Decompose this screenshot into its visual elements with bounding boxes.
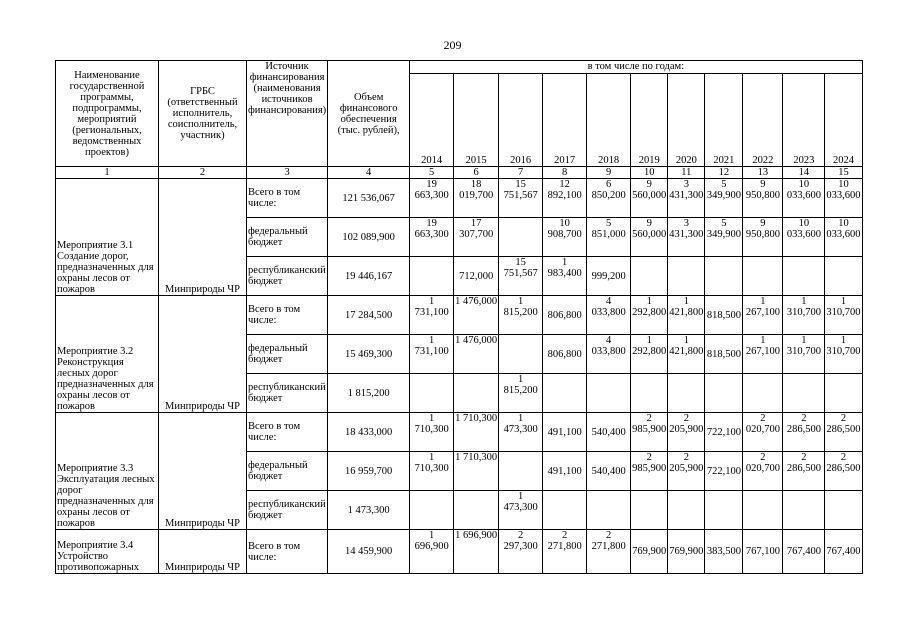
year-value: 540,400 (587, 413, 631, 452)
year-value: 4 033,800 (587, 335, 631, 374)
year-value: 10 033,600 (825, 218, 862, 257)
funding-volume: 17 284,500 (328, 296, 410, 335)
funding-volume: 16 959,700 (328, 452, 410, 491)
funding-volume: 102 089,900 (328, 218, 410, 257)
year-value (499, 335, 543, 374)
funding-source: федеральный бюджет (247, 452, 328, 491)
column-number: 8 (543, 167, 587, 179)
column-number-row (56, 167, 863, 179)
year-value (783, 374, 825, 413)
year-value (631, 491, 668, 530)
table-row (56, 413, 863, 452)
year-value (743, 374, 783, 413)
header-grbs: ГРБС (ответственный исполнитель, соисполнитель, участник) (159, 61, 247, 167)
year-value: 1 310,700 (825, 335, 862, 374)
year-value (587, 491, 631, 530)
year-value: 2 020,700 (743, 413, 783, 452)
year-value: 2 297,300 (499, 530, 543, 574)
year-value: 1 292,800 (631, 335, 668, 374)
year-value (543, 491, 587, 530)
header-year: 2014 (410, 74, 454, 167)
year-value: 15 751,567 (499, 179, 543, 218)
year-value: 1 292,800 (631, 296, 668, 335)
table-row (56, 296, 863, 335)
year-value: 818,500 (705, 296, 743, 335)
year-value: 2 205,900 (668, 413, 705, 452)
year-value: 722,100 (705, 413, 743, 452)
financing-table (55, 60, 863, 574)
year-value: 2 985,900 (631, 452, 668, 491)
funding-source: Всего в том числе: (247, 296, 328, 335)
measure-name: Мероприятие 3.1 Создание дорог, предназначенных для охраны лесов от пожаров (56, 179, 159, 296)
header-year: 2023 (783, 74, 825, 167)
year-value (825, 491, 862, 530)
year-value: 9 950,800 (743, 218, 783, 257)
grbs-cell: Минприроды ЧР (159, 179, 247, 296)
year-value: 1 473,300 (499, 413, 543, 452)
funding-source: Всего в том числе: (247, 530, 328, 574)
funding-source: республиканский бюджет (247, 257, 328, 296)
year-value: 2 286,500 (783, 452, 825, 491)
year-value: 2 286,500 (825, 413, 862, 452)
year-value: 767,100 (743, 530, 783, 574)
year-value: 1 476,000 (454, 335, 499, 374)
year-value: 1 476,000 (454, 296, 499, 335)
column-number: 5 (410, 167, 454, 179)
funding-volume: 121 536,067 (328, 179, 410, 218)
year-value (499, 452, 543, 491)
measure-name: Мероприятие 3.4 Устройство противопожарных (56, 530, 159, 574)
year-value: 1 710,300 (454, 413, 499, 452)
year-value: 999,200 (587, 257, 631, 296)
year-value: 1 983,400 (543, 257, 587, 296)
year-value: 722,100 (705, 452, 743, 491)
header-year: 2016 (499, 74, 543, 167)
year-value: 2 205,900 (668, 452, 705, 491)
measure-name: Мероприятие 3.3 Эксплуатация лесных дорог предназначенных для охраны лесов от пожаров (56, 413, 159, 530)
funding-volume: 18 433,000 (328, 413, 410, 452)
column-number: 6 (454, 167, 499, 179)
header-year: 2022 (743, 74, 783, 167)
year-value (705, 257, 743, 296)
year-value: 818,500 (705, 335, 743, 374)
header-source: Источник финансирования (наименования источников финансирования) (247, 61, 328, 167)
year-value (668, 257, 705, 296)
header-year: 2024 (825, 74, 862, 167)
year-value (410, 257, 454, 296)
year-value: 1 731,100 (410, 335, 454, 374)
year-value (631, 257, 668, 296)
year-value: 1 310,700 (783, 296, 825, 335)
year-value (705, 491, 743, 530)
header-year: 2021 (705, 74, 743, 167)
funding-source: федеральный бюджет (247, 335, 328, 374)
header-years-span: в том числе по годам: (410, 61, 862, 74)
grbs-cell: Минприроды ЧР (159, 296, 247, 413)
year-value: 1 731,100 (410, 296, 454, 335)
grbs-cell: Минприроды ЧР (159, 413, 247, 530)
table-row (56, 179, 863, 218)
funding-volume: 1 473,300 (328, 491, 410, 530)
year-value: 1 696,900 (410, 530, 454, 574)
funding-source: республиканский бюджет (247, 491, 328, 530)
column-number: 14 (783, 167, 825, 179)
column-number: 13 (743, 167, 783, 179)
year-value: 769,900 (631, 530, 668, 574)
column-number: 15 (825, 167, 862, 179)
table-body (56, 179, 863, 574)
year-value: 5 349,900 (705, 179, 743, 218)
year-value: 9 950,800 (743, 179, 783, 218)
year-value: 767,400 (783, 530, 825, 574)
column-number: 9 (587, 167, 631, 179)
grbs-cell: Минприроды ЧР (159, 530, 247, 574)
year-value (454, 491, 499, 530)
funding-volume: 1 815,200 (328, 374, 410, 413)
year-value: 1 310,700 (825, 296, 862, 335)
column-number: 10 (631, 167, 668, 179)
year-value: 2 271,800 (587, 530, 631, 574)
header-year: 2019 (631, 74, 668, 167)
year-value: 9 560,000 (631, 179, 668, 218)
year-value: 1 710,300 (410, 452, 454, 491)
year-value: 4 033,800 (587, 296, 631, 335)
year-value: 6 850,200 (587, 179, 631, 218)
year-value: 769,900 (668, 530, 705, 574)
column-number: 7 (499, 167, 543, 179)
year-value: 767,400 (825, 530, 862, 574)
year-value: 1 815,200 (499, 296, 543, 335)
year-value: 2 286,500 (825, 452, 862, 491)
column-number: 4 (328, 167, 410, 179)
year-value (499, 218, 543, 257)
funding-source: республиканский бюджет (247, 374, 328, 413)
page-number: 209 (443, 38, 462, 52)
year-value: 712,000 (454, 257, 499, 296)
year-value: 1 267,100 (743, 296, 783, 335)
funding-volume: 19 446,167 (328, 257, 410, 296)
year-value: 15 751,567 (499, 257, 543, 296)
year-value (783, 257, 825, 296)
year-value: 1 696,900 (454, 530, 499, 574)
year-value (743, 257, 783, 296)
year-value: 2 985,900 (631, 413, 668, 452)
year-value: 1 310,700 (783, 335, 825, 374)
year-value: 19 663,300 (410, 179, 454, 218)
year-value: 806,800 (543, 335, 587, 374)
year-value: 10 908,700 (543, 218, 587, 257)
year-value: 1 473,300 (499, 491, 543, 530)
year-value: 1 267,100 (743, 335, 783, 374)
year-value: 3 431,300 (668, 179, 705, 218)
year-value (783, 491, 825, 530)
column-number: 2 (159, 167, 247, 179)
funding-volume: 14 459,900 (328, 530, 410, 574)
year-value: 1 710,300 (410, 413, 454, 452)
year-value: 19 663,300 (410, 218, 454, 257)
column-number: 3 (247, 167, 328, 179)
year-value (410, 374, 454, 413)
year-value: 10 033,600 (825, 179, 862, 218)
year-value: 1 710,300 (454, 452, 499, 491)
year-value: 10 033,600 (783, 179, 825, 218)
year-value (631, 374, 668, 413)
header-year: 2015 (454, 74, 499, 167)
year-value (705, 374, 743, 413)
year-value (410, 491, 454, 530)
year-value (543, 374, 587, 413)
year-value: 491,100 (543, 413, 587, 452)
year-value (825, 257, 862, 296)
funding-source: Всего в том числе: (247, 179, 328, 218)
year-value (668, 374, 705, 413)
year-value: 1 421,800 (668, 335, 705, 374)
year-value: 2 020,700 (743, 452, 783, 491)
year-value (454, 374, 499, 413)
year-value (587, 374, 631, 413)
measure-name: Мероприятие 3.2 Реконструкция лесных дорог предназначенных для охраны лесов от пожаров (56, 296, 159, 413)
year-value: 5 349,900 (705, 218, 743, 257)
header-name: Наименование государственной программы, подпрограммы, мероприятий (региональных, ведомственных проектов) (56, 61, 159, 167)
year-value: 491,100 (543, 452, 587, 491)
funding-volume: 15 469,300 (328, 335, 410, 374)
year-value: 383,500 (705, 530, 743, 574)
year-value: 806,800 (543, 296, 587, 335)
year-value: 9 560,000 (631, 218, 668, 257)
year-value: 12 892,100 (543, 179, 587, 218)
column-number: 11 (668, 167, 705, 179)
header-volume: Объем финансового обеспечения (тыс. рублей), (328, 61, 410, 167)
year-value (825, 374, 862, 413)
header-year: 2020 (668, 74, 705, 167)
year-value: 540,400 (587, 452, 631, 491)
year-value: 1 421,800 (668, 296, 705, 335)
header-year: 2018 (587, 74, 631, 167)
funding-source: федеральный бюджет (247, 218, 328, 257)
year-value (668, 491, 705, 530)
year-value: 2 271,800 (543, 530, 587, 574)
year-value: 10 033,600 (783, 218, 825, 257)
year-value: 18 019,700 (454, 179, 499, 218)
year-value: 1 815,200 (499, 374, 543, 413)
year-value: 3 431,300 (668, 218, 705, 257)
year-value: 17 307,700 (454, 218, 499, 257)
column-number: 1 (56, 167, 159, 179)
funding-source: Всего в том числе: (247, 413, 328, 452)
column-number: 12 (705, 167, 743, 179)
year-value (743, 491, 783, 530)
year-value: 2 286,500 (783, 413, 825, 452)
header-year: 2017 (543, 74, 587, 167)
table-row (56, 530, 863, 574)
year-value: 5 851,000 (587, 218, 631, 257)
